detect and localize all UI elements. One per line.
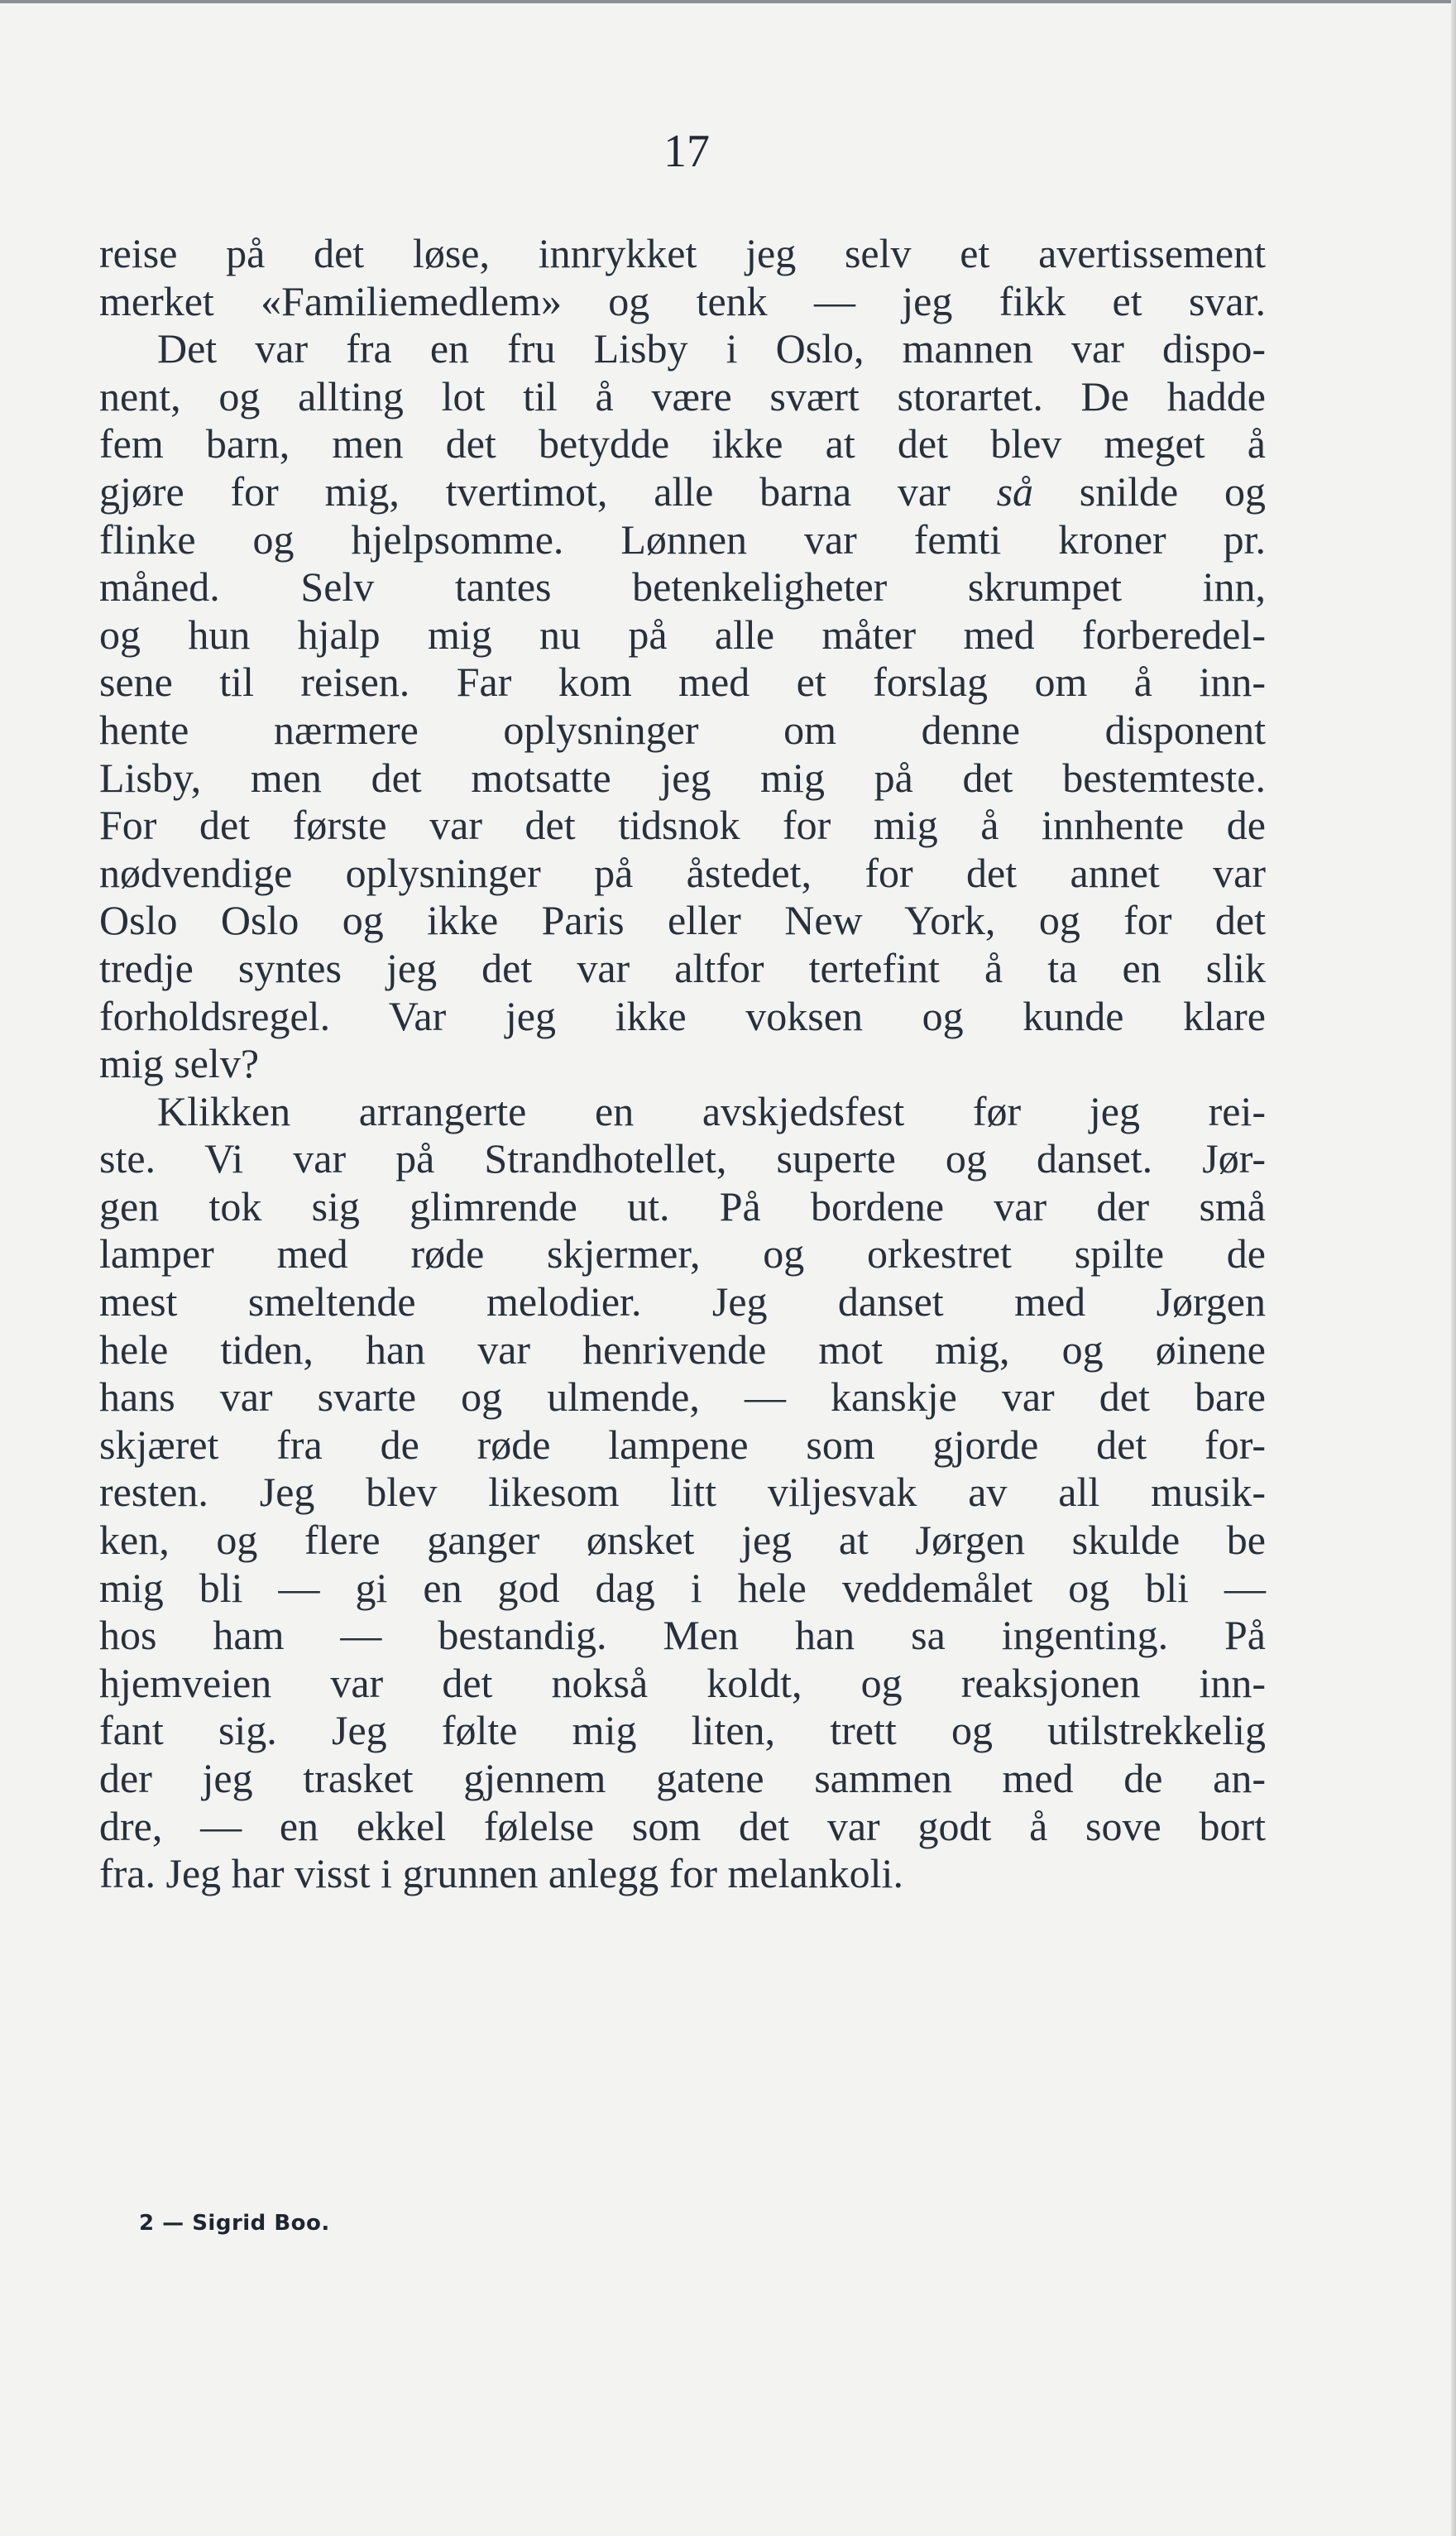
text-line — [99, 563, 1266, 611]
text-line-segment: Det var fra en fru Lisby i Oslo, mannen var dispo- — [157, 325, 1266, 372]
text-line-segment: flinke og hjelpsomme. Lønnen var femti kroner pr. — [99, 515, 1266, 563]
text-line-segment: mig bli — gi en god dag i hele veddemålet og bli — — [99, 1564, 1266, 1611]
text-line — [99, 1278, 1266, 1326]
text-line — [99, 993, 1266, 1041]
text-line — [99, 1517, 1266, 1565]
text-line — [99, 1040, 1266, 1088]
text-line — [99, 850, 1266, 898]
text-line-segment: skjæret fra de røde lampene som gjorde det for- — [99, 1421, 1266, 1468]
text-line — [99, 1612, 1266, 1660]
text-line-segment: mest smeltende melodier. Jeg danset med Jørgen — [99, 1278, 1266, 1326]
text-line — [99, 1469, 1266, 1517]
text-line-segment: nent, og allting lot til å være svært storartet. De hadde — [99, 372, 1266, 419]
text-line-segment: ste. Vi var på Strandhotellet, superte og danset. Jør- — [99, 1135, 1266, 1182]
page-right-edge — [1451, 0, 1456, 2536]
text-line — [99, 755, 1266, 803]
text-line — [99, 1326, 1266, 1374]
text-line — [99, 420, 1266, 468]
text-line-segment: gjøre for mig, tvertimot, alle barna var — [99, 467, 997, 515]
footer-signature: 2 — Sigrid Boo. — [139, 2211, 330, 2236]
text-line — [99, 897, 1266, 945]
text-line-segment: fant sig. Jeg følte mig liten, trett og utilstrekkelig — [99, 1707, 1266, 1754]
text-line-segment: Klikken arrangerte en avskjedsfest før jeg rei- — [157, 1087, 1266, 1134]
text-line — [99, 1565, 1266, 1613]
text-line-segment: sene til reisen. Far kom med et forslag om å inn- — [99, 659, 1266, 706]
text-line-emphasis: så — [996, 467, 1034, 515]
text-line — [99, 707, 1266, 755]
text-line — [99, 468, 1266, 516]
text-line-segment: snilde og — [1033, 467, 1267, 515]
text-line-segment: måned. Selv tantes betenkeligheter skrumpet inn, — [99, 563, 1266, 611]
text-line — [99, 325, 1266, 373]
text-line-segment: nødvendige oplysninger på åstedet, for det annet var — [99, 849, 1266, 896]
text-line-segment: Lisby, men det motsatte jeg mig på det bestemteste. — [99, 754, 1266, 801]
text-line-segment: hos ham — bestandig. Men han sa ingenting. På — [99, 1612, 1266, 1659]
text-line — [99, 611, 1266, 659]
text-line — [99, 1850, 1266, 1898]
text-line-segment: hjemveien var det nokså koldt, og reaksjonen inn- — [99, 1659, 1266, 1706]
text-line — [99, 516, 1266, 564]
text-line — [99, 1088, 1266, 1136]
text-line-segment: resten. Jeg blev likesom litt viljesvak av all musik- — [99, 1469, 1266, 1516]
text-line-segment: gen tok sig glimrende ut. På bordene var der små — [99, 1182, 1266, 1230]
text-line-segment: lamper med røde skjermer, og orkestret spilte de — [99, 1230, 1266, 1278]
text-line-segment: fra. Jeg har visst i grunnen anlegg for melankoli. — [99, 1850, 903, 1897]
text-line-segment: der jeg trasket gjennem gatene sammen med de an- — [99, 1755, 1266, 1801]
text-line-segment: fem barn, men det betydde ikke at det blev meget å — [99, 420, 1266, 467]
text-line — [99, 230, 1266, 278]
text-line — [99, 802, 1266, 850]
page-number: 17 — [663, 126, 710, 177]
text-line-segment: og hun hjalp mig nu på alle måter med forberedel- — [99, 611, 1266, 658]
text-line — [99, 1755, 1266, 1803]
text-line-segment: For det første var det tidsnok for mig å innhente de — [99, 802, 1266, 849]
text-line — [99, 1230, 1266, 1278]
body-text — [99, 230, 1266, 1898]
text-line — [99, 1660, 1266, 1708]
text-line — [99, 945, 1266, 993]
text-line-segment: hente nærmere oplysninger om denne disponent — [99, 706, 1266, 753]
text-line — [99, 278, 1266, 326]
text-line — [99, 1707, 1266, 1755]
text-line-segment: mig selv? — [99, 1040, 260, 1087]
text-line — [99, 1135, 1266, 1183]
text-line-segment: hele tiden, han var henrivende mot mig, og øinene — [99, 1326, 1266, 1373]
page-top-edge — [0, 0, 1456, 3]
text-line — [99, 659, 1266, 707]
text-line — [99, 1421, 1266, 1469]
text-line-segment: dre, — en ekkel følelse som det var godt å sove bort — [99, 1802, 1266, 1849]
text-line-segment: tredje syntes jeg det var altfor tertefint å ta en slik — [99, 944, 1266, 991]
text-line — [99, 373, 1266, 421]
text-line-segment: Oslo Oslo og ikke Paris eller New York, og for det — [99, 897, 1266, 944]
text-line-segment: ken, og flere ganger ønsket jeg at Jørgen skulde be — [99, 1517, 1266, 1564]
text-line-segment: reise på det løse, innrykket jeg selv et avertissement — [99, 230, 1266, 276]
text-line-segment: merket «Familiemedlem» og tenk — jeg fikk et svar. — [99, 277, 1266, 324]
text-line-segment: forholdsregel. Var jeg ikke voksen og kunde klare — [99, 992, 1266, 1039]
text-line — [99, 1373, 1266, 1421]
text-line — [99, 1183, 1266, 1231]
text-line-segment: hans var svarte og ulmende, — kanskje var det bare — [99, 1373, 1266, 1421]
text-line — [99, 1803, 1266, 1851]
